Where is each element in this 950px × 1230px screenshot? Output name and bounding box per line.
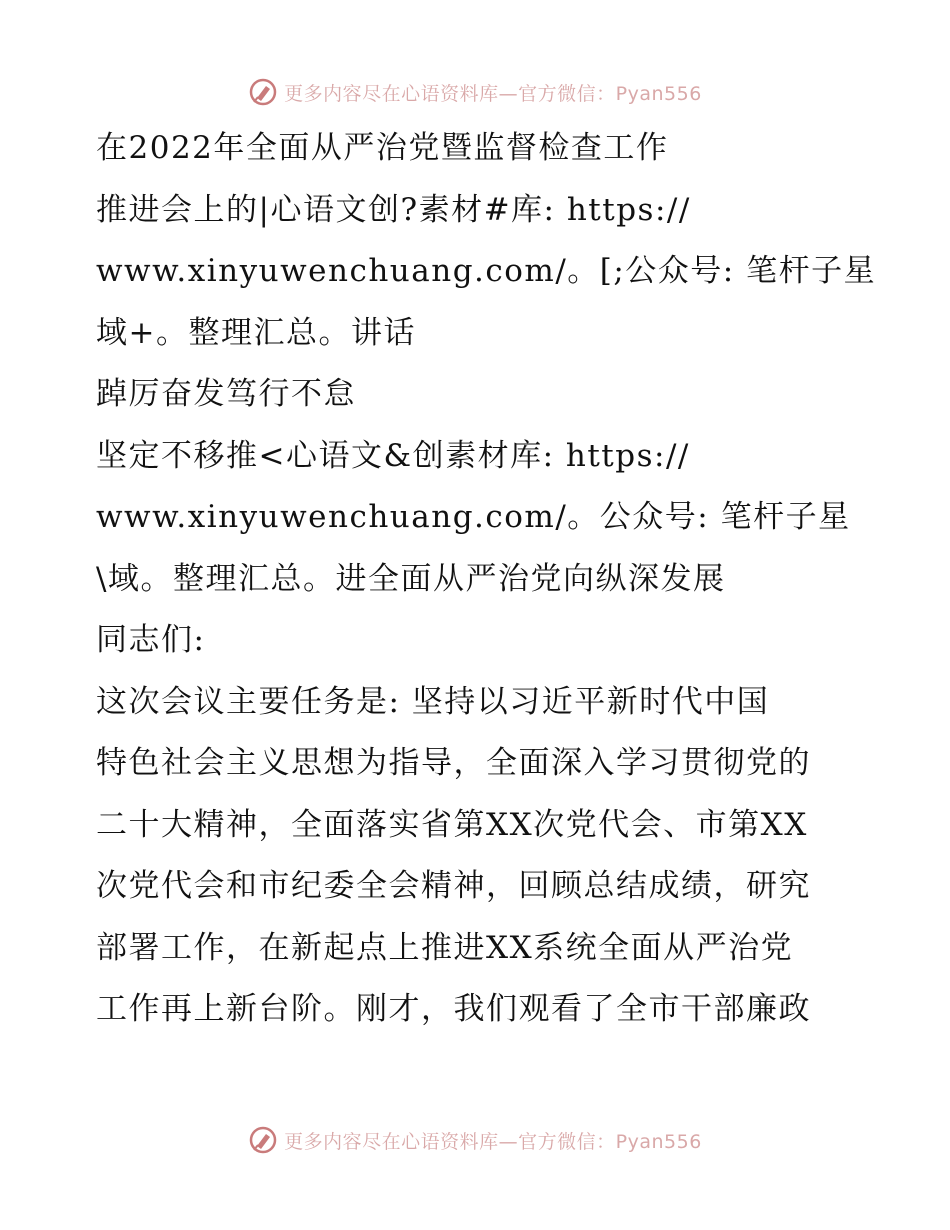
header-watermark-banner <box>0 70 950 114</box>
header-banner-inner <box>248 77 702 107</box>
pen-nib-logo-icon <box>248 77 278 107</box>
header-banner-text: 更多内容尽在心语资料库—官方微信：Pyan556 <box>284 82 702 105</box>
document-line: 域+。整理汇总。讲话 <box>96 314 416 351</box>
document-line: 坚定不移推<心语文&创素材库: https:// <box>96 437 690 474</box>
pen-nib-logo-icon <box>248 1125 278 1155</box>
document-line: 踔厉奋发笃行不怠 <box>96 376 356 412</box>
document-line: 二十大精神，全面落实省第XX次党代会、市第XX <box>96 806 808 843</box>
document-line: 推进会上的|心语文创?素材#库: https:// <box>96 191 691 228</box>
footer-watermark-banner <box>0 1118 950 1162</box>
document-line: \域。整理汇总。进全面从严治党向纵深发展 <box>96 560 726 597</box>
document-line: 工作再上新台阶。刚才，我们观看了全市干部廉政 <box>96 991 811 1027</box>
footer-banner-inner <box>248 1125 702 1155</box>
document-line: www.xinyuwenchuang.com/。公众号: 笔杆子星 <box>96 499 851 535</box>
document-line: 同志们: <box>96 622 206 658</box>
document-line: www.xinyuwenchuang.com/。[;公众号: 笔杆子星 <box>96 253 877 289</box>
document-line: 部署工作，在新起点上推进XX系统全面从严治党 <box>96 929 794 966</box>
document-line: 次党代会和市纪委全会精神，回顾总结成绩，研究 <box>96 868 811 904</box>
document-line: 在2022年全面从严治党暨监督检查工作 <box>96 130 669 166</box>
document-line: 这次会议主要任务是: 坚持以习近平新时代中国 <box>96 683 770 720</box>
document-body <box>96 118 877 1041</box>
document-line: 特色社会主义思想为指导，全面深入学习贯彻党的 <box>96 745 811 781</box>
footer-banner-text: 更多内容尽在心语资料库—官方微信：Pyan556 <box>284 1130 702 1153</box>
